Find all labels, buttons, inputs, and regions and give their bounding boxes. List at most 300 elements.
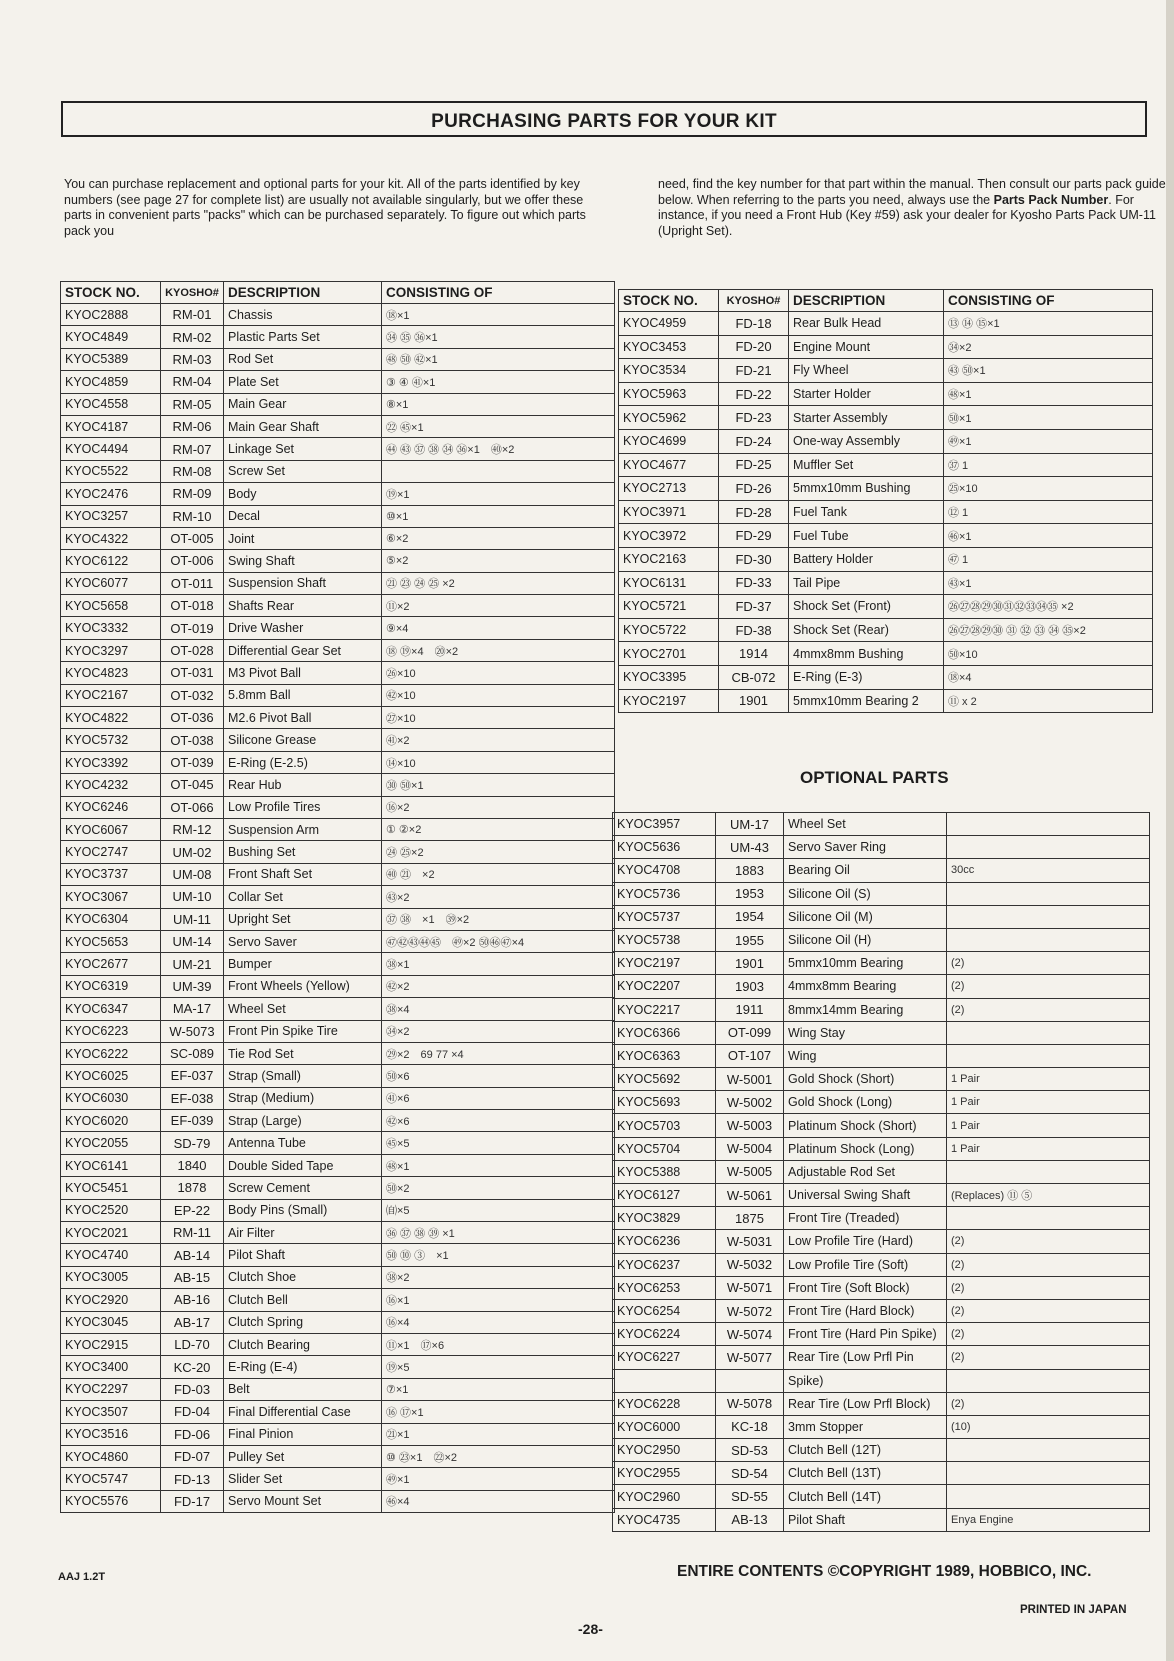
kyosho-no-cell: UM-43 bbox=[716, 836, 784, 859]
consisting-of-cell: (2) bbox=[947, 975, 1150, 998]
stock-no-cell: KYOC5658 bbox=[61, 595, 161, 617]
kyosho-no-cell: FD-30 bbox=[719, 547, 789, 571]
stock-no-cell: KYOC5522 bbox=[61, 460, 161, 482]
stock-no-cell: KYOC6224 bbox=[613, 1323, 716, 1346]
consisting-of-cell: ㊽×1 bbox=[382, 1154, 615, 1176]
stock-no-cell: KYOC3257 bbox=[61, 505, 161, 527]
description-cell: 5mmx10mm Bearing 2 bbox=[789, 689, 944, 713]
consisting-of-cell: ⑪ x 2 bbox=[944, 689, 1153, 713]
stock-no-cell: KYOC6025 bbox=[61, 1065, 161, 1087]
consisting-of-cell: ㉕×10 bbox=[944, 477, 1153, 501]
consisting-of-cell: ㊳×4 bbox=[382, 998, 615, 1020]
description-cell: Main Gear bbox=[224, 393, 382, 415]
table-row bbox=[613, 1184, 1150, 1207]
table-row bbox=[61, 1333, 615, 1355]
stock-no-cell: KYOC4494 bbox=[61, 438, 161, 460]
table-row bbox=[61, 1177, 615, 1199]
stock-no-cell: KYOC2701 bbox=[619, 642, 719, 666]
table-row bbox=[61, 841, 615, 863]
table-row bbox=[61, 304, 615, 326]
table-row bbox=[61, 1266, 615, 1288]
table-row bbox=[61, 662, 615, 684]
consisting-of-cell: ㊱ ㊲ ㊳ ㊴ ×1 bbox=[382, 1222, 615, 1244]
description-cell: Battery Holder bbox=[789, 547, 944, 571]
kyosho-no-cell: W-5061 bbox=[716, 1184, 784, 1207]
table-row bbox=[61, 1356, 615, 1378]
stock-no-cell: KYOC4849 bbox=[61, 326, 161, 348]
stock-no-cell: KYOC6127 bbox=[613, 1184, 716, 1207]
table-row bbox=[61, 1423, 615, 1445]
kyosho-no-cell: EF-038 bbox=[161, 1087, 224, 1109]
stock-no-cell: KYOC6363 bbox=[613, 1044, 716, 1067]
table-row bbox=[613, 1415, 1150, 1438]
kyosho-no-cell: FD-21 bbox=[719, 359, 789, 383]
stock-no-cell: KYOC4860 bbox=[61, 1445, 161, 1467]
table-row bbox=[613, 998, 1150, 1021]
kyosho-no-cell: EP-22 bbox=[161, 1199, 224, 1221]
kyosho-no-cell: RM-10 bbox=[161, 505, 224, 527]
consisting-of-cell: ㉞ ㉟ ㊱×1 bbox=[382, 326, 615, 348]
description-cell: Linkage Set bbox=[224, 438, 382, 460]
description-cell: Clutch Bell (13T) bbox=[784, 1462, 947, 1485]
stock-no-cell: KYOC2476 bbox=[61, 483, 161, 505]
stock-no-cell: KYOC6222 bbox=[61, 1042, 161, 1064]
stock-no-cell: KYOC2163 bbox=[619, 547, 719, 571]
description-cell: Rear Tire (Low Prfl Block) bbox=[784, 1392, 947, 1415]
description-cell: Antenna Tube bbox=[224, 1132, 382, 1154]
table-row bbox=[613, 1068, 1150, 1091]
kyosho-no-cell: AB-15 bbox=[161, 1266, 224, 1288]
consisting-of-cell: ⑨×4 bbox=[382, 617, 615, 639]
kyosho-no-cell: FD-37 bbox=[719, 595, 789, 619]
kyosho-no-cell: 1903 bbox=[716, 975, 784, 998]
kyosho-no-cell: 1954 bbox=[716, 905, 784, 928]
consisting-of-cell: ㉑×1 bbox=[382, 1423, 615, 1445]
kyosho-no-cell: MA-17 bbox=[161, 998, 224, 1020]
table-row bbox=[61, 572, 615, 594]
kyosho-no-cell: W-5078 bbox=[716, 1392, 784, 1415]
table-row bbox=[61, 550, 615, 572]
kyosho-no-cell: KC-18 bbox=[716, 1415, 784, 1438]
consisting-of-cell: ㊺×5 bbox=[382, 1132, 615, 1154]
stock-no-cell: KYOC6131 bbox=[619, 571, 719, 595]
consisting-of-cell: (10) bbox=[947, 1415, 1150, 1438]
table-row bbox=[61, 617, 615, 639]
consisting-of-cell bbox=[947, 1462, 1150, 1485]
stock-no-cell: KYOC5693 bbox=[613, 1091, 716, 1114]
header-row bbox=[619, 290, 1153, 312]
stock-no-cell: KYOC3534 bbox=[619, 359, 719, 383]
kyosho-no-cell: 1878 bbox=[161, 1177, 224, 1199]
description-cell: Front Pin Spike Tire bbox=[224, 1020, 382, 1042]
stock-no-cell: KYOC4735 bbox=[613, 1508, 716, 1531]
description-cell: Strap (Large) bbox=[224, 1110, 382, 1132]
kyosho-no-cell: W-5005 bbox=[716, 1160, 784, 1183]
table-row bbox=[61, 415, 615, 437]
consisting-of-cell: ㊿×1 bbox=[944, 406, 1153, 430]
intro-right bbox=[658, 177, 1168, 239]
kyosho-no-cell: UM-02 bbox=[161, 841, 224, 863]
table-row bbox=[619, 524, 1153, 548]
table-row bbox=[613, 1230, 1150, 1253]
stock-no-cell: KYOC6237 bbox=[613, 1253, 716, 1276]
stock-no-cell: KYOC4823 bbox=[61, 662, 161, 684]
consisting-of-cell: ㉞×2 bbox=[944, 335, 1153, 359]
intro-right-bold: Parts Pack Number bbox=[993, 192, 1109, 207]
consisting-of-cell: ㉞×2 bbox=[382, 1020, 615, 1042]
table-row bbox=[613, 1044, 1150, 1067]
kyosho-no-cell: FD-22 bbox=[719, 382, 789, 406]
kyosho-no-cell: RM-11 bbox=[161, 1222, 224, 1244]
description-cell: Clutch Bearing bbox=[224, 1333, 382, 1355]
kyosho-no-cell: 1875 bbox=[716, 1207, 784, 1230]
table-row bbox=[613, 975, 1150, 998]
description-cell: Front Wheels (Yellow) bbox=[224, 975, 382, 997]
kyosho-no-cell: FD-33 bbox=[719, 571, 789, 595]
optional-parts-table bbox=[612, 812, 1150, 1532]
kyosho-no-cell: SD-53 bbox=[716, 1439, 784, 1462]
table-row bbox=[619, 477, 1153, 501]
table-row bbox=[61, 1065, 615, 1087]
kyosho-no-cell: W-5001 bbox=[716, 1068, 784, 1091]
kyosho-no-cell: FD-29 bbox=[719, 524, 789, 548]
description-cell: Silicone Oil (M) bbox=[784, 905, 947, 928]
stock-no-cell: KYOC6067 bbox=[61, 818, 161, 840]
consisting-of-cell: ⑥×2 bbox=[382, 527, 615, 549]
kyosho-no-cell: 1901 bbox=[716, 952, 784, 975]
table-row bbox=[613, 905, 1150, 928]
table-row bbox=[619, 406, 1153, 430]
description-cell: Universal Swing Shaft bbox=[784, 1184, 947, 1207]
table-row bbox=[619, 618, 1153, 642]
description-cell: Shock Set (Rear) bbox=[789, 618, 944, 642]
table-row bbox=[61, 818, 615, 840]
stock-no-cell: KYOC6319 bbox=[61, 975, 161, 997]
description-cell: Rear Hub bbox=[224, 774, 382, 796]
table-row bbox=[613, 882, 1150, 905]
stock-no-cell: KYOC6141 bbox=[61, 1154, 161, 1176]
kyosho-no-cell: FD-28 bbox=[719, 500, 789, 524]
stock-no-cell: KYOC5722 bbox=[619, 618, 719, 642]
description-cell: Servo Saver bbox=[224, 930, 382, 952]
consisting-of-cell: ㊹ ㊸ ㊲ ㊳ ㉞ ㊱×1 ㊵×2 bbox=[382, 438, 615, 460]
kyosho-no-cell: SD-79 bbox=[161, 1132, 224, 1154]
description-cell: Strap (Small) bbox=[224, 1065, 382, 1087]
stock-no-cell: KYOC6228 bbox=[613, 1392, 716, 1415]
consisting-of-cell: ㊿ ⑩ ③ ×1 bbox=[382, 1244, 615, 1266]
kyosho-no-cell: RM-01 bbox=[161, 304, 224, 326]
header-kyosho: KYOSHO# bbox=[161, 282, 224, 304]
consisting-of-cell: ㊶×6 bbox=[382, 1087, 615, 1109]
consisting-of-cell: (2) bbox=[947, 998, 1150, 1021]
kyosho-no-cell: FD-24 bbox=[719, 429, 789, 453]
description-cell: Screw Cement bbox=[224, 1177, 382, 1199]
consisting-of-cell: ㊾×1 bbox=[382, 1468, 615, 1490]
kyosho-no-cell: RM-06 bbox=[161, 415, 224, 437]
kyosho-no-cell: OT-107 bbox=[716, 1044, 784, 1067]
stock-no-cell: KYOC2297 bbox=[61, 1378, 161, 1400]
description-cell: Engine Mount bbox=[789, 335, 944, 359]
kyosho-no-cell: OT-039 bbox=[161, 751, 224, 773]
stock-no-cell: KYOC6246 bbox=[61, 796, 161, 818]
stock-no-cell: KYOC6304 bbox=[61, 908, 161, 930]
description-cell: E-Ring (E-3) bbox=[789, 665, 944, 689]
optional-parts-title: OPTIONAL PARTS bbox=[800, 768, 949, 787]
consisting-of-cell: ㊶×2 bbox=[382, 729, 615, 751]
table-row bbox=[613, 1439, 1150, 1462]
table-row bbox=[61, 1020, 615, 1042]
page-number: -28- bbox=[578, 1621, 603, 1637]
stock-no-cell: KYOC4708 bbox=[613, 859, 716, 882]
description-cell: Drive Washer bbox=[224, 617, 382, 639]
table-row bbox=[61, 998, 615, 1020]
stock-no-cell: KYOC4859 bbox=[61, 371, 161, 393]
table-row bbox=[613, 1114, 1150, 1137]
description-cell: Muffler Set bbox=[789, 453, 944, 477]
consisting-of-cell: ㊻×1 bbox=[944, 524, 1153, 548]
consisting-of-cell: ㊷×2 bbox=[382, 975, 615, 997]
stock-no-cell: KYOC2747 bbox=[61, 841, 161, 863]
table-row bbox=[61, 371, 615, 393]
kyosho-no-cell: SD-55 bbox=[716, 1485, 784, 1508]
consisting-of-cell bbox=[947, 1485, 1150, 1508]
stock-no-cell: KYOC3045 bbox=[61, 1311, 161, 1333]
stock-no-cell: KYOC5738 bbox=[613, 928, 716, 951]
table-row bbox=[613, 813, 1150, 836]
consisting-of-cell: Enya Engine bbox=[947, 1508, 1150, 1531]
stock-no-cell: KYOC2920 bbox=[61, 1289, 161, 1311]
kyosho-no-cell: W-5002 bbox=[716, 1091, 784, 1114]
kyosho-no-cell: 1953 bbox=[716, 882, 784, 905]
table-row bbox=[61, 1222, 615, 1244]
description-cell: Pilot Shaft bbox=[784, 1508, 947, 1531]
kyosho-no-cell: OT-018 bbox=[161, 595, 224, 617]
kyosho-no-cell: EF-037 bbox=[161, 1065, 224, 1087]
description-cell: Swing Shaft bbox=[224, 550, 382, 572]
kyosho-no-cell: UM-17 bbox=[716, 813, 784, 836]
stock-no-cell: KYOC5737 bbox=[613, 905, 716, 928]
stock-no-cell: KYOC2915 bbox=[61, 1333, 161, 1355]
table-row bbox=[619, 642, 1153, 666]
stock-no-cell: KYOC2677 bbox=[61, 953, 161, 975]
table-row bbox=[619, 382, 1153, 406]
description-cell: One-way Assembly bbox=[789, 429, 944, 453]
kyosho-no-cell: 1911 bbox=[716, 998, 784, 1021]
consisting-of-cell: ㊼㊷㊸㊹㊺ ㊾×2 ㊿㊻㊼×4 bbox=[382, 930, 615, 952]
kyosho-no-cell: FD-04 bbox=[161, 1401, 224, 1423]
stock-no-cell: KYOC6122 bbox=[61, 550, 161, 572]
kyosho-no-cell: FD-17 bbox=[161, 1490, 224, 1512]
consisting-of-cell bbox=[947, 836, 1150, 859]
table-row bbox=[61, 326, 615, 348]
description-cell: Shock Set (Front) bbox=[789, 595, 944, 619]
kyosho-no-cell: W-5073 bbox=[161, 1020, 224, 1042]
consisting-of-cell: ㊲ ㊳ ×1 ㊴×2 bbox=[382, 908, 615, 930]
stock-no-cell: KYOC5732 bbox=[61, 729, 161, 751]
consisting-of-cell bbox=[947, 1160, 1150, 1183]
stock-no-cell: KYOC5653 bbox=[61, 930, 161, 952]
description-cell: Collar Set bbox=[224, 886, 382, 908]
consisting-of-cell: ⑲×5 bbox=[382, 1356, 615, 1378]
description-cell: Wheel Set bbox=[784, 813, 947, 836]
description-cell: Decal bbox=[224, 505, 382, 527]
description-cell: Suspension Shaft bbox=[224, 572, 382, 594]
stock-no-cell: KYOC5962 bbox=[619, 406, 719, 430]
kyosho-no-cell: FD-23 bbox=[719, 406, 789, 430]
consisting-of-cell: ㊳×1 bbox=[382, 953, 615, 975]
table-row bbox=[61, 1401, 615, 1423]
table-row bbox=[61, 930, 615, 952]
description-cell: Front Tire (Soft Block) bbox=[784, 1276, 947, 1299]
kyosho-no-cell: W-5071 bbox=[716, 1276, 784, 1299]
kyosho-no-cell: UM-11 bbox=[161, 908, 224, 930]
intro-right-b: . For instance, if you need a Front Hub (Key #59) ask your dealer for Kyosho Parts Pack UM-11 (Upright Set). bbox=[658, 192, 1156, 238]
kyosho-no-cell: FD-13 bbox=[161, 1468, 224, 1490]
description-cell: Rear Tire (Low Prfl Pin bbox=[784, 1346, 947, 1369]
header-kyosho: KYOSHO# bbox=[719, 290, 789, 312]
consisting-of-cell: ㊷×6 bbox=[382, 1110, 615, 1132]
table-row bbox=[613, 1346, 1150, 1369]
header-description: DESCRIPTION bbox=[224, 282, 382, 304]
table-row bbox=[61, 729, 615, 751]
kyosho-no-cell: W-5077 bbox=[716, 1346, 784, 1369]
table-row bbox=[61, 796, 615, 818]
stock-no-cell: KYOC6077 bbox=[61, 572, 161, 594]
stock-no-cell: KYOC2167 bbox=[61, 684, 161, 706]
consisting-of-cell: 1 Pair bbox=[947, 1137, 1150, 1160]
description-cell: Clutch Bell (14T) bbox=[784, 1485, 947, 1508]
header-stock: STOCK NO. bbox=[61, 282, 161, 304]
description-cell: Front Tire (Treaded) bbox=[784, 1207, 947, 1230]
description-cell: Main Gear Shaft bbox=[224, 415, 382, 437]
kyosho-no-cell: RM-08 bbox=[161, 460, 224, 482]
consisting-of-cell: ⑩ ㉓×1 ㉒×2 bbox=[382, 1445, 615, 1467]
consisting-of-cell: ⑲×1 bbox=[382, 483, 615, 505]
table-row bbox=[61, 1311, 615, 1333]
table-row bbox=[613, 1207, 1150, 1230]
kyosho-no-cell: FD-26 bbox=[719, 477, 789, 501]
kyosho-no-cell: 1840 bbox=[161, 1154, 224, 1176]
copyright: ENTIRE CONTENTS ©COPYRIGHT 1989, HOBBICO, INC. bbox=[677, 1563, 1092, 1580]
kyosho-no-cell: OT-045 bbox=[161, 774, 224, 796]
stock-no-cell: KYOC5703 bbox=[613, 1114, 716, 1137]
consisting-of-cell: ⑱×4 bbox=[944, 665, 1153, 689]
description-cell: Slider Set bbox=[224, 1468, 382, 1490]
stock-no-cell: KYOC3971 bbox=[619, 500, 719, 524]
description-cell: Bushing Set bbox=[224, 841, 382, 863]
table-row bbox=[619, 689, 1153, 713]
stock-no-cell: KYOC6000 bbox=[613, 1415, 716, 1438]
description-cell: Belt bbox=[224, 1378, 382, 1400]
consisting-of-cell: ㉑ ㉓ ㉔ ㉕ ×2 bbox=[382, 572, 615, 594]
kyosho-no-cell: FD-38 bbox=[719, 618, 789, 642]
description-cell: Final Pinion bbox=[224, 1423, 382, 1445]
description-cell: Silicone Oil (H) bbox=[784, 928, 947, 951]
stock-no-cell: KYOC5692 bbox=[613, 1068, 716, 1091]
table-row bbox=[61, 1042, 615, 1064]
parts-table-left bbox=[60, 281, 615, 1513]
description-cell: Joint bbox=[224, 527, 382, 549]
header-consisting: CONSISTING OF bbox=[382, 282, 615, 304]
table-row bbox=[613, 859, 1150, 882]
table-row bbox=[613, 1485, 1150, 1508]
consisting-of-cell: (Replaces) ⑪ ⑤ bbox=[947, 1184, 1150, 1207]
consisting-of-cell: ㊿×2 bbox=[382, 1177, 615, 1199]
consisting-of-cell: ㉖㉗㉘㉙㉚ ㉛ ㉜ ㉝ ㉞ ㉟×2 bbox=[944, 618, 1153, 642]
description-cell: Platinum Shock (Short) bbox=[784, 1114, 947, 1137]
stock-no-cell: KYOC3400 bbox=[61, 1356, 161, 1378]
description-cell: Plate Set bbox=[224, 371, 382, 393]
consisting-of-cell: ㊸ ㊿×1 bbox=[944, 359, 1153, 383]
consisting-of-cell: ⑯×2 bbox=[382, 796, 615, 818]
consisting-of-cell: ① ②×2 bbox=[382, 818, 615, 840]
consisting-of-cell: (2) bbox=[947, 1346, 1150, 1369]
consisting-of-cell: ㊽ ㊿ ㊷×1 bbox=[382, 348, 615, 370]
table-row bbox=[61, 1490, 615, 1512]
stock-no-cell: KYOC6227 bbox=[613, 1346, 716, 1369]
table-row bbox=[619, 500, 1153, 524]
stock-no-cell: KYOC5576 bbox=[61, 1490, 161, 1512]
consisting-of-cell bbox=[947, 813, 1150, 836]
consisting-of-cell: (2) bbox=[947, 1253, 1150, 1276]
consisting-of-cell: ㉔ ㉕×2 bbox=[382, 841, 615, 863]
consisting-of-cell: ⑱ ⑲×4 ⑳×2 bbox=[382, 639, 615, 661]
consisting-of-cell bbox=[947, 1021, 1150, 1044]
table-row bbox=[613, 1369, 1150, 1392]
kyosho-no-cell: W-5031 bbox=[716, 1230, 784, 1253]
consisting-of-cell bbox=[947, 882, 1150, 905]
stock-no-cell: KYOC4699 bbox=[619, 429, 719, 453]
table-row bbox=[61, 774, 615, 796]
table-row bbox=[61, 1132, 615, 1154]
kyosho-no-cell: LD-70 bbox=[161, 1333, 224, 1355]
kyosho-no-cell: KC-20 bbox=[161, 1356, 224, 1378]
description-cell: 5mmx10mm Bushing bbox=[789, 477, 944, 501]
kyosho-no-cell: OT-099 bbox=[716, 1021, 784, 1044]
consisting-of-cell: ⑪×2 bbox=[382, 595, 615, 617]
description-cell: Servo Saver Ring bbox=[784, 836, 947, 859]
description-cell: 5mmx10mm Bearing bbox=[784, 952, 947, 975]
description-cell: 8mmx14mm Bearing bbox=[784, 998, 947, 1021]
table-row bbox=[613, 1508, 1150, 1531]
consisting-of-cell: ㊸×2 bbox=[382, 886, 615, 908]
kyosho-no-cell: FD-06 bbox=[161, 1423, 224, 1445]
kyosho-no-cell: UM-08 bbox=[161, 863, 224, 885]
description-cell: Clutch Shoe bbox=[224, 1266, 382, 1288]
stock-no-cell: KYOC3395 bbox=[619, 665, 719, 689]
stock-no-cell: KYOC3972 bbox=[619, 524, 719, 548]
description-cell: Servo Mount Set bbox=[224, 1490, 382, 1512]
kyosho-no-cell: OT-031 bbox=[161, 662, 224, 684]
table-row bbox=[61, 483, 615, 505]
stock-no-cell: KYOC6253 bbox=[613, 1276, 716, 1299]
table-row bbox=[61, 1244, 615, 1266]
consisting-of-cell: ㉖×10 bbox=[382, 662, 615, 684]
table-row bbox=[613, 1299, 1150, 1322]
consisting-of-cell: ③ ④ ㊶×1 bbox=[382, 371, 615, 393]
stock-no-cell: KYOC6366 bbox=[613, 1021, 716, 1044]
description-cell: M3 Pivot Ball bbox=[224, 662, 382, 684]
description-cell: Differential Gear Set bbox=[224, 639, 382, 661]
consisting-of-cell: ⑭×10 bbox=[382, 751, 615, 773]
kyosho-no-cell: UM-39 bbox=[161, 975, 224, 997]
table-row bbox=[613, 1137, 1150, 1160]
stock-no-cell: KYOC5388 bbox=[613, 1160, 716, 1183]
table-row bbox=[61, 707, 615, 729]
description-cell: Wing bbox=[784, 1044, 947, 1067]
kyosho-no-cell: OT-036 bbox=[161, 707, 224, 729]
stock-no-cell: KYOC3067 bbox=[61, 886, 161, 908]
